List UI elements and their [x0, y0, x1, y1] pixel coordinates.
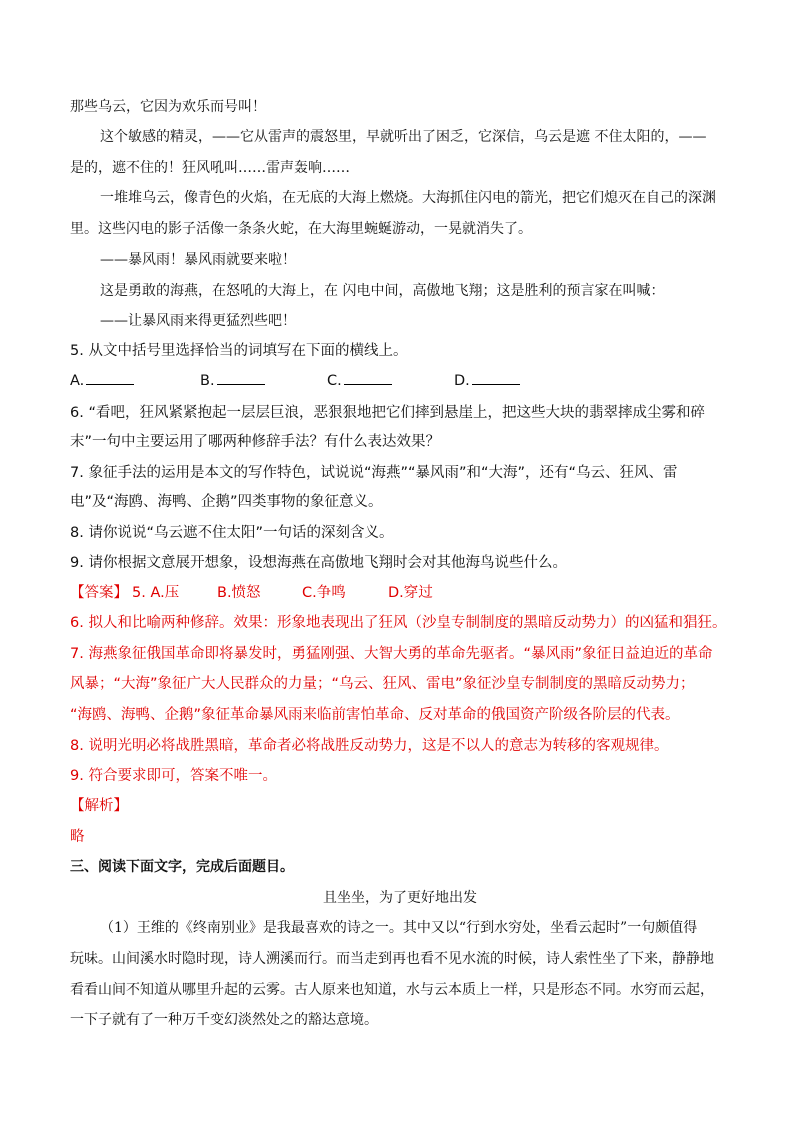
answer-blank: [472, 372, 520, 385]
question-5-options: [70, 372, 730, 390]
article-line: 一下子就有了一种万千变幻淡然处之的豁达意境。: [70, 1012, 378, 1028]
answer-blank: [344, 372, 392, 385]
question-9: 9. 请你根据文意展开想象，设想海燕在高傲地飞翔时会对其他海鸟说些什么。: [70, 555, 567, 571]
section-heading: 三、阅读下面文字，完成后面题目。: [70, 859, 294, 875]
answer-5-d: D.穿过: [388, 585, 433, 601]
question-7-line: 电”及“海鸥、海鸭、企鹅”四类事物的象征意义。: [70, 494, 383, 510]
option-c: C.: [327, 372, 392, 390]
passage-line: 里。这些闪电的影子活像一条条火蛇，在大海里蜿蜒游动，一晃就消失了。: [70, 221, 532, 237]
article-line: 玩味。山间溪水时隐时现，诗人溯溪而行。而当走到再也看不见水流的时候，诗人索性坐了下来，静静地: [70, 951, 714, 967]
analysis-text: 略: [70, 829, 85, 845]
passage-line: ——让暴风雨来得更猛烈些吧！: [100, 313, 296, 329]
article-title: 且坐坐，为了更好地出发: [323, 890, 477, 906]
answer-7-line: “海鸥、海鸭、企鹅”象征革命暴风雨来临前害怕革命、反对革命的俄国资产阶级各阶层的代表。: [70, 707, 680, 723]
passage-line: 那些乌云，它因为欢乐而号叫！: [70, 99, 266, 115]
answer-blank: [86, 372, 134, 385]
question-8: 8. 请你说说“乌云遮不住太阳”一句话的深刻含义。: [70, 525, 394, 541]
question-6-line: 末”一句中主要运用了哪两种修辞手法？有什么表达效果？: [70, 434, 441, 450]
answer-5-a: 5. A.压: [132, 585, 180, 601]
question-5: 5. 从文中括号里选择恰当的词填写在下面的横线上。: [70, 343, 408, 359]
answer-blank: [217, 372, 265, 385]
option-a: A.: [70, 372, 134, 390]
passage-line: ——暴风雨！暴风雨就要来啦！: [100, 252, 296, 268]
option-b: B.: [200, 372, 265, 390]
question-6-line: 6. “看吧，狂风紧紧抱起一层层巨浪，恶狠狠地把它们摔到悬崖上，把这些大块的翡翠摔成尘雾和碎: [70, 405, 705, 421]
article-line: 看看山间不知道从哪里升起的云雾。古人原来也知道，水与云本质上一样，只是形态不同。水穷而云起，: [70, 982, 714, 998]
passage-line: 一堆堆乌云，像青色的火焰，在无底的大海上燃烧。大海抓住闪电的箭光，把它们熄灭在自己的深渊: [100, 190, 716, 206]
answer-label: 【答案】: [70, 585, 128, 601]
answer-5-b: B.愤怒: [217, 585, 261, 601]
passage-line: 这是勇敢的海燕，在怒吼的大海上，在 闪电中间，高傲地飞翔；这是胜利的预言家在叫喊：: [100, 283, 665, 299]
passage-line: 这个敏感的精灵，——它从雷声的震怒里，早就听出了困乏，它深信，乌云是遮 不住太阳的，——: [100, 129, 707, 145]
article-line: （1）王维的《终南别业》是我最喜欢的诗之一。其中又以“行到水穷处，坐看云起时”一句颇值得: [100, 920, 698, 936]
answer-7-line: 风暴；“大海”象征广大人民群众的力量；“乌云、狂风、雷电”象征沙皇专制制度的黑暗反动势力；: [70, 676, 695, 692]
answer-6: 6. 拟人和比喻两种修辞。效果：形象地表现出了狂风（沙皇专制制度的黑暗反动势力）的凶猛和猖狂。: [70, 615, 727, 631]
option-d: D.: [454, 372, 520, 390]
question-7-line: 7. 象征手法的运用是本文的写作特色，试说说“海燕”“暴风雨”和“大海”，还有“乌云、狂风、雷: [70, 465, 678, 481]
answer-7-line: 7. 海燕象征俄国革命即将暴发时，勇猛刚强、大智大勇的革命先驱者。“暴风雨”象征日益迫近的革命: [70, 646, 713, 662]
answer-5-c: C.争鸣: [302, 585, 346, 601]
answer-9: 9. 符合要求即可，答案不唯一。: [70, 768, 277, 784]
answer-5-line: [70, 584, 730, 602]
answer-8: 8. 说明光明必将战胜黑暗，革命者必将战胜反动势力，这是不以人的意志为转移的客观规律。: [70, 738, 669, 754]
analysis-label: 【解析】: [70, 798, 128, 814]
passage-line: 是的，遮不住的！狂风吼叫……雷声轰响……: [70, 160, 350, 176]
